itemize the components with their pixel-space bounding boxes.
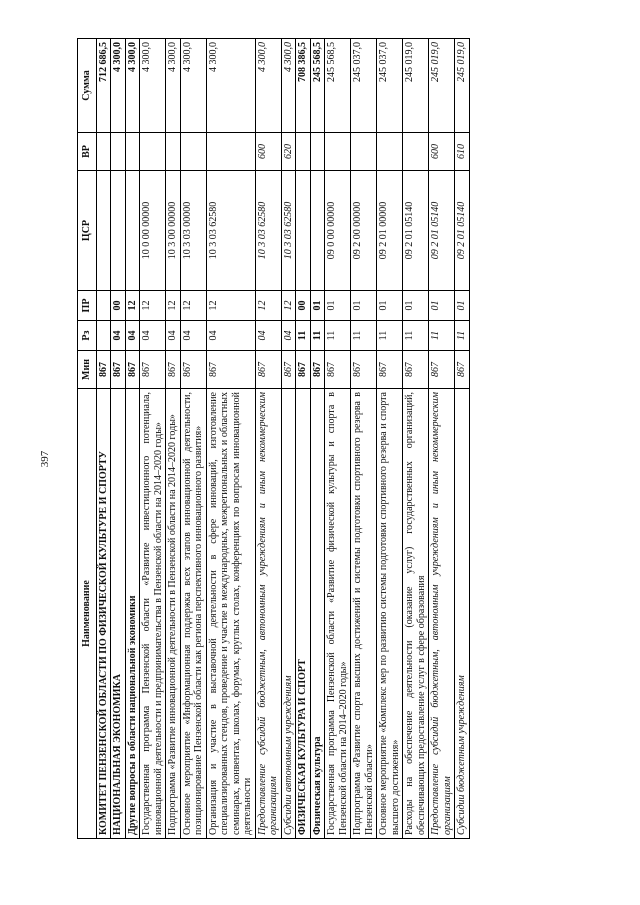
table-row [255,39,281,839]
cell-pr: 12 [206,291,255,321]
cell-min: 867 [429,351,455,389]
cell-pr: 01 [455,291,470,321]
cell-sum: 245 019,0 [403,39,429,133]
table-row [351,39,377,839]
cell-name: Подпрограмма «Развитие инновационной деятельности в Пензенской области на 2014–2020 годы» [166,389,181,839]
cell-pr: 12 [125,291,140,321]
cell-sum: 245 568,5 [310,39,325,133]
cell-rz: 04 [111,321,126,351]
cell-vr [166,133,181,171]
cell-name: Подпрограмма «Развитие спорта высших достижений и системы подготовки спортивного резерва в Пензенской области» [351,389,377,839]
header-csr: ЦСР [78,171,97,291]
cell-name: Субсидии бюджетным учреждениям [455,389,470,839]
cell-name: Расходы на обеспечение деятельности (оказание услуг) государственных организаций, обеспечивающих предоставление услуг в сфере образования [403,389,429,839]
cell-name: Физическая культура [310,389,325,839]
cell-sum: 4 300,0 [281,39,296,133]
cell-sum: 245 037,0 [377,39,403,133]
cell-vr [377,133,403,171]
cell-rz: 11 [377,321,403,351]
cell-name: НАЦИОНАЛЬНАЯ ЭКОНОМИКА [111,389,126,839]
cell-rz: 04 [281,321,296,351]
cell-csr: 09 0 00 00000 [325,171,351,291]
table-row [281,39,296,839]
cell-sum: 4 300,0 [111,39,126,133]
cell-rz [96,321,111,351]
header-min: Мин [78,351,97,389]
cell-rz: 04 [255,321,281,351]
header-sum: Сумма [78,39,97,133]
table-row [403,39,429,839]
cell-csr [310,171,325,291]
cell-min: 867 [111,351,126,389]
budget-table [77,38,470,839]
cell-name: Государственная программа Пензенской области «Развитие инвестиционного потенциала, инновационной деятельности и предпринимательства в Пензенской области на 2014–2020 годы» [140,389,166,839]
cell-rz: 11 [455,321,470,351]
cell-rz: 04 [206,321,255,351]
budget-table-container [77,39,562,839]
cell-vr [310,133,325,171]
cell-pr: 12 [281,291,296,321]
cell-rz: 11 [310,321,325,351]
cell-csr [125,171,140,291]
cell-sum: 4 300,0 [166,39,181,133]
cell-sum: 4 300,0 [140,39,166,133]
cell-csr [96,171,111,291]
cell-csr: 09 2 01 00000 [377,171,403,291]
table-row [310,39,325,839]
table-row [377,39,403,839]
cell-min: 867 [403,351,429,389]
cell-rz: 04 [140,321,166,351]
cell-min: 867 [377,351,403,389]
cell-min: 867 [351,351,377,389]
cell-pr: 00 [296,291,311,321]
cell-pr: 01 [429,291,455,321]
page-number: 397 [39,450,51,468]
table-row [125,39,140,839]
cell-pr: 12 [180,291,206,321]
cell-min: 867 [125,351,140,389]
table-row [206,39,255,839]
cell-sum: 708 386,5 [296,39,311,133]
cell-sum: 245 019,0 [429,39,455,133]
table-row [166,39,181,839]
cell-name: Предоставление субсидий бюджетным, автономным учреждениям и иным некоммерческим организациям [429,389,455,839]
table-row [455,39,470,839]
header-vr: ВР [78,133,97,171]
cell-min: 867 [206,351,255,389]
header-name: Наименование [78,389,97,839]
cell-csr: 10 3 03 62580 [255,171,281,291]
cell-sum: 4 300,0 [206,39,255,133]
cell-pr [96,291,111,321]
cell-pr: 01 [403,291,429,321]
cell-csr: 10 3 03 62580 [206,171,255,291]
cell-csr: 09 2 01 05140 [455,171,470,291]
cell-csr: 09 2 00 00000 [351,171,377,291]
cell-sum: 245 019,0 [455,39,470,133]
cell-vr [111,133,126,171]
cell-rz: 11 [429,321,455,351]
cell-sum: 4 300,0 [255,39,281,133]
cell-pr: 01 [325,291,351,321]
cell-rz: 11 [296,321,311,351]
cell-vr [125,133,140,171]
cell-vr [403,133,429,171]
table-row [429,39,455,839]
cell-sum: 245 568,5 [325,39,351,133]
cell-csr [111,171,126,291]
cell-vr [296,133,311,171]
cell-name: Основное мероприятие «Информационная поддержка всех этапов инновационной деятельности, позиционирование Пензенской области как региона перспективного инновационного развития» [180,389,206,839]
cell-min: 867 [296,351,311,389]
cell-rz: 11 [351,321,377,351]
cell-vr [351,133,377,171]
header-pr: ПР [78,291,97,321]
table-row [180,39,206,839]
cell-min: 867 [166,351,181,389]
table-header-row [78,39,97,839]
cell-name: Основное мероприятие «Комплекс мер по развитию системы подготовки спортивного резерва и спорта высшего достижения» [377,389,403,839]
table-row [140,39,166,839]
cell-name: КОМИТЕТ ПЕНЗЕНСКОЙ ОБЛАСТИ ПО ФИЗИЧЕСКОЙ КУЛЬТУРЕ И СПОРТУ [96,389,111,839]
cell-vr [206,133,255,171]
cell-csr: 10 0 00 00000 [140,171,166,291]
cell-vr: 600 [429,133,455,171]
cell-pr: 12 [166,291,181,321]
table-body [96,39,469,839]
cell-vr [140,133,166,171]
cell-csr: 10 3 03 00000 [180,171,206,291]
cell-vr: 610 [455,133,470,171]
cell-sum: 712 686,5 [96,39,111,133]
cell-vr [180,133,206,171]
cell-name: Предоставление субсидий бюджетным, автономным учреждениям и иным некоммерческим организациям [255,389,281,839]
cell-sum: 245 037,0 [351,39,377,133]
table-row [325,39,351,839]
cell-min: 867 [96,351,111,389]
cell-min: 867 [455,351,470,389]
cell-min: 867 [325,351,351,389]
cell-name: ФИЗИЧЕСКАЯ КУЛЬТУРА И СПОРТ [296,389,311,839]
cell-min: 867 [140,351,166,389]
cell-min: 867 [255,351,281,389]
cell-name: Другие вопросы в области национальной экономики [125,389,140,839]
cell-pr: 00 [111,291,126,321]
cell-rz: 04 [180,321,206,351]
table-row [111,39,126,839]
cell-vr [325,133,351,171]
table-row [296,39,311,839]
cell-rz: 04 [166,321,181,351]
cell-csr: 09 2 01 05140 [429,171,455,291]
cell-name: Государственная программа Пензенской области «Развитие физической культуры и спорта в Пензенской области на 2014–2020 годы» [325,389,351,839]
cell-rz: 11 [403,321,429,351]
cell-pr: 01 [351,291,377,321]
cell-name: Субсидии автономным учреждениям [281,389,296,839]
cell-vr: 600 [255,133,281,171]
cell-csr [296,171,311,291]
cell-min: 867 [180,351,206,389]
cell-csr: 10 3 00 00000 [166,171,181,291]
cell-pr: 12 [255,291,281,321]
table-row [96,39,111,839]
cell-pr: 12 [140,291,166,321]
cell-pr: 01 [377,291,403,321]
cell-min: 867 [310,351,325,389]
cell-sum: 4 300,0 [180,39,206,133]
cell-pr: 01 [310,291,325,321]
cell-rz: 04 [125,321,140,351]
cell-csr: 09 2 01 05140 [403,171,429,291]
cell-rz: 11 [325,321,351,351]
cell-min: 867 [281,351,296,389]
cell-sum: 4 300,0 [125,39,140,133]
cell-vr [96,133,111,171]
cell-csr: 10 3 03 62580 [281,171,296,291]
header-rz: Рз [78,321,97,351]
cell-name: Организация и участие в выставочной деятельности в сфере инноваций, изготовление специализированных стендов, проведение и участие в международных, межрегиональных и областных семинарах, конвентах, школах, форумах, круглых столах, конференциях по вопросам инновационной деятельности [206,389,255,839]
cell-vr: 620 [281,133,296,171]
